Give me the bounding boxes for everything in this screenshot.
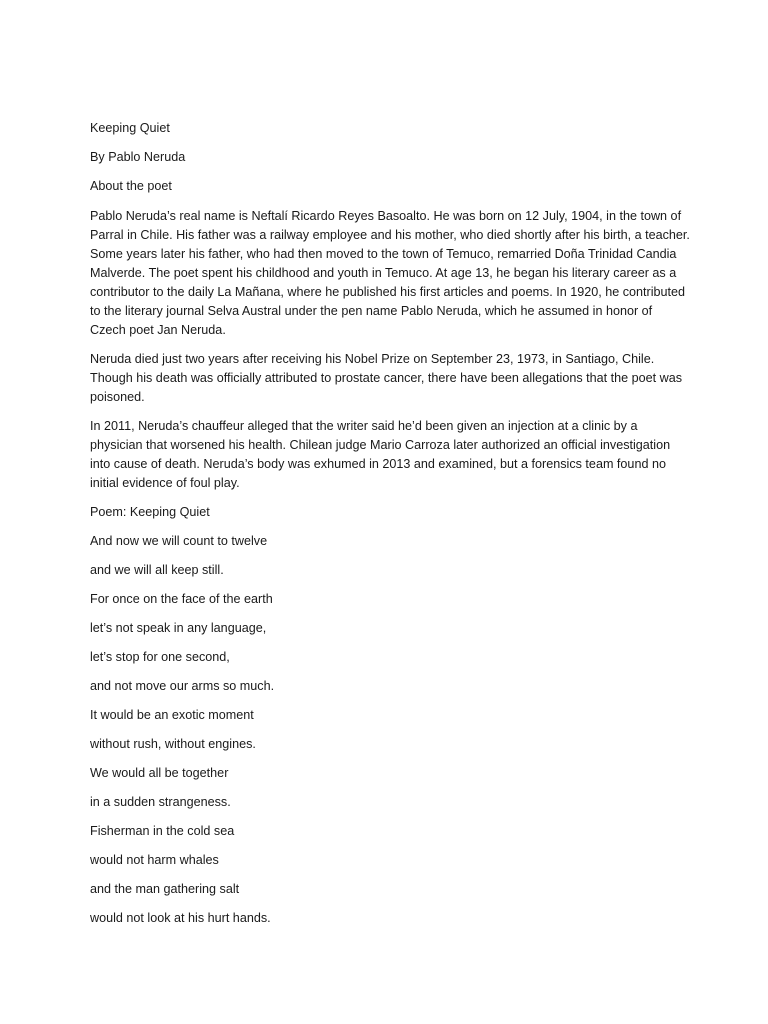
poem-line: and the man gathering salt <box>90 881 240 896</box>
poem-line: let’s not speak in any language, <box>90 620 267 635</box>
poem-line: would not harm whales <box>90 852 219 867</box>
poem-line: For once on the face of the earth <box>90 591 273 606</box>
section-heading-about: About the poet <box>90 179 172 194</box>
poem-line: It would be an exotic moment <box>90 707 254 722</box>
document-byline: By Pablo Neruda <box>90 150 186 165</box>
poem-line: and not move our arms so much. <box>90 678 275 693</box>
poem-line: in a sudden strangeness. <box>90 794 231 809</box>
poem-line: without rush, without engines. <box>90 736 256 751</box>
poem-line: let’s stop for one second, <box>90 649 230 664</box>
document-title: Keeping Quiet <box>90 121 170 135</box>
paragraph-death: Neruda died just two years after receiving his Nobel Prize on September 23, 1973, in Santiago, Chile. Though his death was officially attributed to prostate cancer, there have been allegations that the poet was poisoned. <box>90 351 683 404</box>
poem-body <box>90 532 690 928</box>
document-page <box>90 119 690 938</box>
paragraph-biography: Pablo Neruda’s real name is Neftalí Ricardo Reyes Basoalto. He was born on 12 July, 1904, in the town of Parral in Chile. His father was a railway employee and his mother, who died shortly after his birth, a teacher. Some years later his father, who had then moved to the town of Temuco, remarried Doña Trinidad Candia Malverde. The poet spent his childhood and youth in Temuco. At age 13, he began his literary career as a contributor to the daily La Mañana, where he published his first articles and poems. In 1920, he contributed to the literary journal Selva Austral under the pen name Pablo Neruda, which he assumed in honor of Czech poet Jan Neruda. <box>90 208 690 338</box>
poem-line: and we will all keep still. <box>90 562 224 577</box>
poem-line: We would all be together <box>90 765 229 780</box>
poem-line: And now we will count to twelve <box>90 533 268 548</box>
paragraph-investigation: In 2011, Neruda’s chauffeur alleged that the writer said he’d been given an injection at a clinic by a physician that worsened his health. Chilean judge Mario Carroza later authorized an official investigation into cause of death. Neruda’s body was exhumed in 2013 and examined, but a forensics team found no initial evidence of foul play. <box>90 418 671 490</box>
poem-heading: Poem: Keeping Quiet <box>90 504 210 519</box>
poem-line: would not look at his hurt hands. <box>90 910 271 925</box>
poem-line: Fisherman in the cold sea <box>90 823 235 838</box>
